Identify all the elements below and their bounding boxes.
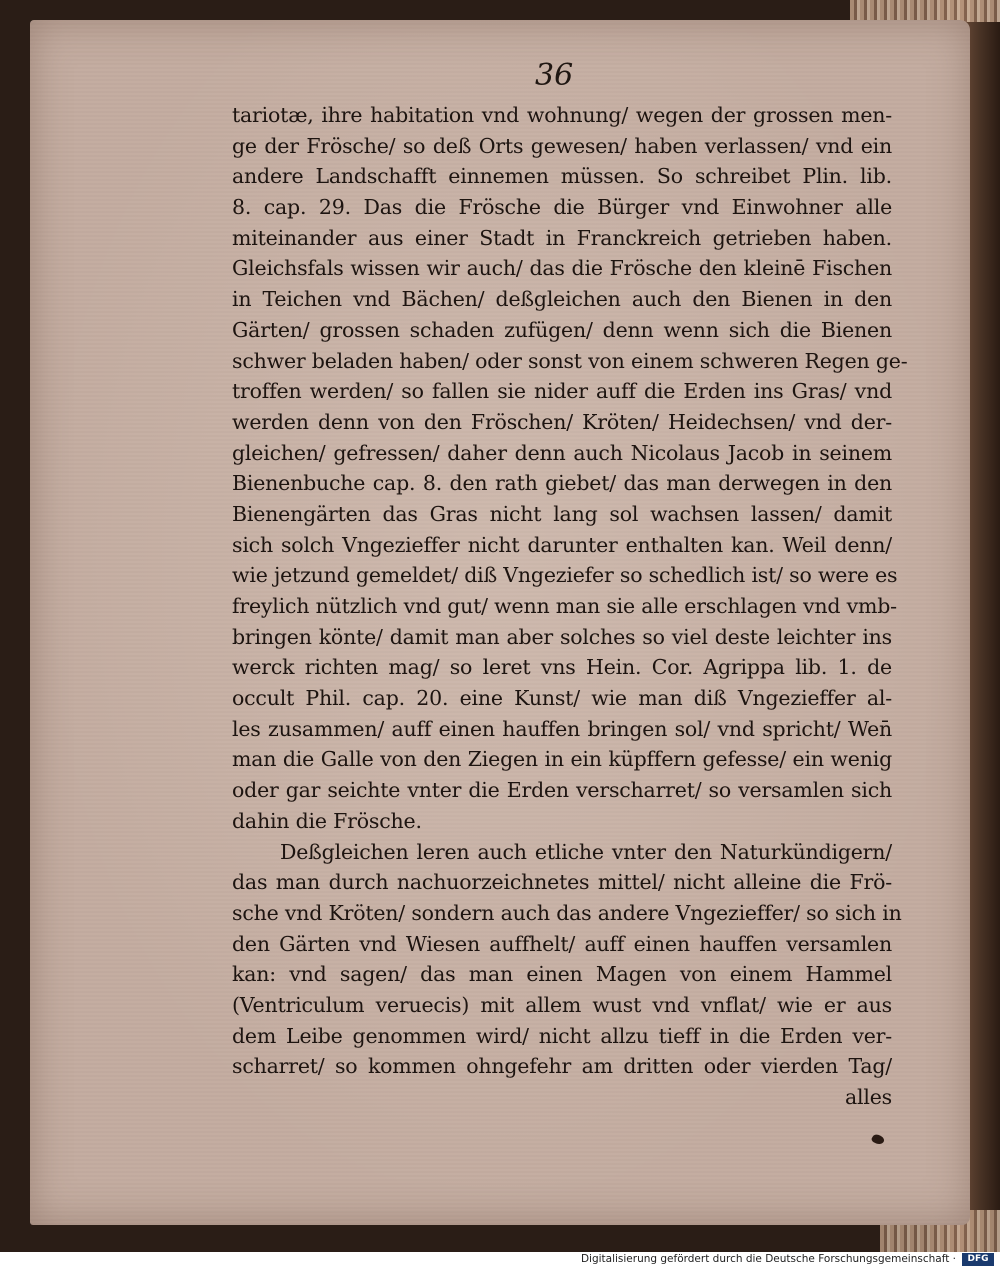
text-line: das man durch nachuorzeichnetes mittel/ nicht alleine die Frö- bbox=[232, 870, 892, 895]
text-line: werden denn von den Fröschen/ Kröten/ Heidechsen/ vnd der- bbox=[232, 409, 892, 434]
text-line: occult Phil. cap. 20. eine Kunst/ wie man diß Vngezieffer al- bbox=[232, 686, 892, 711]
text-line: 8. cap. 29. Das die Frösche die Bürger vnd Einwohner alle bbox=[232, 195, 892, 220]
footer-credit: Digitalisierung gefördert durch die Deutsche Forschungsgemeinschaft · bbox=[580, 1253, 956, 1265]
text-line: schwer beladen haben/ oder sonst von einem schweren Regen ge- bbox=[232, 348, 908, 373]
catchword: alles bbox=[845, 1085, 892, 1109]
text-line: man die Galle von den Ziegen in ein küpffern gefesse/ ein wenig bbox=[232, 747, 892, 772]
text-line: sich solch Vngezieffer nicht darunter enthalten kan. Weil denn/ bbox=[232, 532, 892, 557]
text-line: gleichen/ gefressen/ daher denn auch Nicolaus Jacob in seinem bbox=[232, 440, 892, 465]
text-line: den Gärten vnd Wiesen auffhelt/ auff einen hauffen versamlen bbox=[232, 931, 892, 956]
page-text bbox=[232, 100, 908, 1113]
book-page-edge-top bbox=[850, 0, 1000, 22]
text-line: Bienenbuche cap. 8. den rath giebet/ das man derwegen in den bbox=[232, 471, 892, 496]
text-line: bringen könte/ damit man aber solches so viel deste leichter ins bbox=[232, 624, 892, 649]
text-line: dahin die Frösche. bbox=[232, 808, 422, 833]
text-line: werck richten mag/ so leret vns Hein. Cor. Agrippa lib. 1. de bbox=[232, 655, 892, 680]
page-number: 36 bbox=[535, 58, 574, 93]
text-line: ge der Frösche/ so deß Orts gewesen/ haben verlassen/ vnd ein bbox=[232, 133, 892, 158]
text-line: tariotæ, ihre habitation vnd wohnung/ wegen der grossen men- bbox=[232, 103, 892, 127]
text-line: sche vnd Kröten/ sondern auch das andere Vngezieffer/ so sich in bbox=[232, 900, 902, 925]
text-line: scharret/ so kommen ohngefehr am dritten oder vierden Tag/ bbox=[232, 1054, 892, 1079]
text-line: miteinander aus einer Stadt in Franckreich getrieben haben. bbox=[232, 225, 892, 250]
text-line: Gärten/ grossen schaden zufügen/ denn wenn sich die Bienen bbox=[232, 317, 892, 342]
text-line: oder gar seichte vnter die Erden verscharret/ so versamlen sich bbox=[232, 778, 892, 803]
text-line: les zusammen/ auff einen hauffen bringen sol/ vnd spricht/ Wen̄ bbox=[232, 716, 892, 741]
text-line: in Teichen vnd Bächen/ deßgleichen auch den Bienen in den bbox=[232, 287, 892, 312]
text-line: dem Leibe genommen wird/ nicht allzu tieff in die Erden ver- bbox=[232, 1023, 892, 1048]
text-line: (Ventriculum veruecis) mit allem wust vnd vnflat/ wie er aus bbox=[232, 992, 892, 1017]
dfg-logo: DFG bbox=[962, 1253, 994, 1266]
text-line: kan: vnd sagen/ das man einen Magen von einem Hammel bbox=[232, 962, 892, 987]
text-line: freylich nützlich vnd gut/ wenn man sie alle erschlagen vnd vmb- bbox=[232, 594, 897, 618]
text-line: Gleichsfals wissen wir auch/ das die Frösche den kleinē Fischen bbox=[232, 256, 892, 281]
text-line: Bienengärten das Gras nicht lang sol wachsen lassen/ damit bbox=[232, 501, 892, 526]
text-line: wie jetzund gemeldet/ diß Vngeziefer so schedlich ist/ so were es bbox=[232, 563, 898, 588]
text-line: Deßgleichen leren auch etliche vnter den Naturkündigern/ bbox=[280, 839, 892, 864]
text-line: troffen werden/ so fallen sie nider auff die Erden ins Gras/ vnd bbox=[232, 379, 892, 404]
text-line: andere Landschafft einnemen müssen. So schreibet Plin. lib. bbox=[232, 164, 892, 189]
